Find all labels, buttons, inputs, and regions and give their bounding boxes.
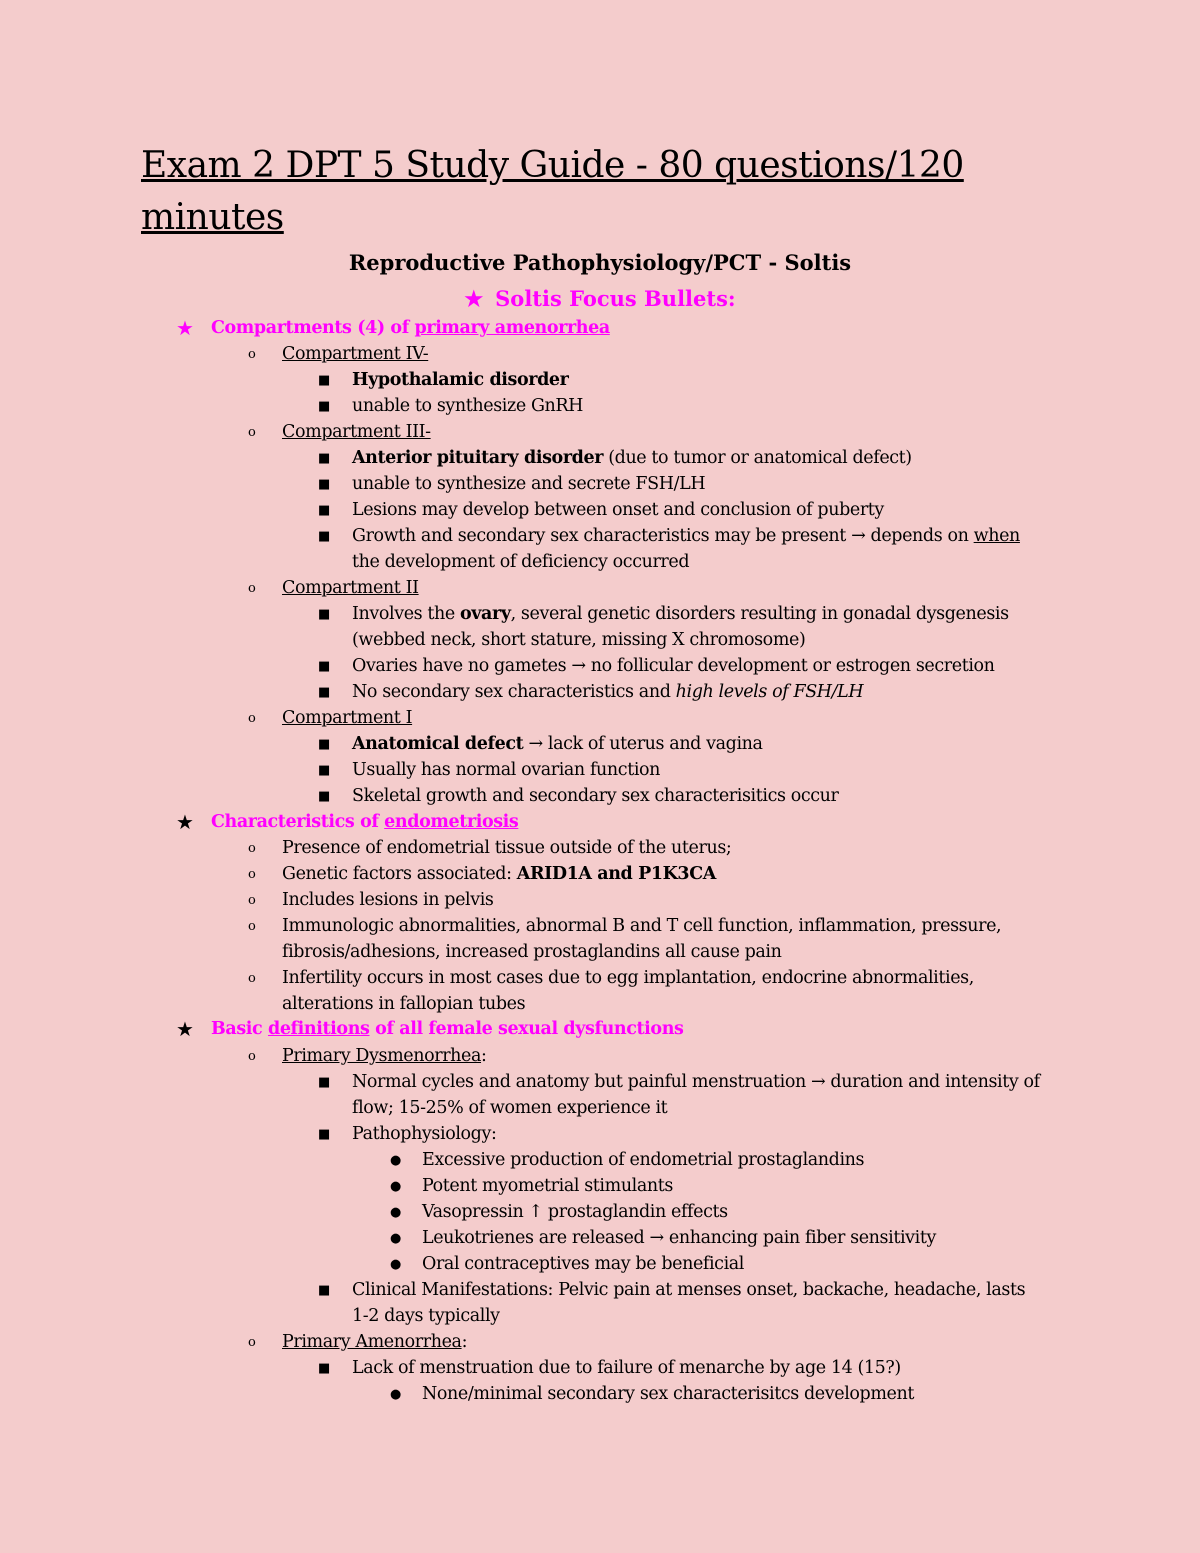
square-bullet-icon: ■ — [318, 373, 331, 388]
text-run: Primary Amenorrhea — [282, 1332, 462, 1352]
list-item: Includes lesions in pelvis — [282, 890, 494, 910]
square-bullet-icon: ■ — [318, 477, 331, 492]
list-item — [352, 523, 1020, 549]
round-bullet-icon: ● — [390, 1179, 402, 1194]
text-run: Genetic factors associated: — [282, 864, 517, 884]
text-run: endometriosis — [384, 812, 519, 832]
square-bullet-icon: ■ — [318, 1075, 331, 1090]
text-run: : — [481, 1046, 487, 1066]
square-bullet-icon: ■ — [318, 763, 331, 778]
list-item: Usually has normal ovarian function — [352, 760, 661, 780]
text-run: → lack of uterus and vagina — [523, 734, 763, 754]
list-item — [352, 731, 763, 757]
list-item: Compartment IV- — [282, 344, 429, 364]
star-icon: ★ — [176, 316, 194, 340]
square-bullet-icon: ■ — [318, 685, 331, 700]
square-bullet-icon: ■ — [318, 1283, 331, 1298]
list-item-continuation: alterations in fallopian tubes — [282, 994, 526, 1014]
list-item: Normal cycles and anatomy but painful menstruation → duration and intensity of — [352, 1072, 1040, 1092]
text-run: Anterior pituitary disorder — [352, 448, 604, 468]
list-item: Skeletal growth and secondary sex characterisitics occur — [352, 786, 839, 806]
text-run: Primary Dysmenorrhea — [282, 1046, 482, 1066]
list-item: Potent myometrial stimulants — [422, 1176, 674, 1196]
circle-bullet-icon: o — [248, 971, 256, 986]
list-item: Compartment II — [282, 578, 419, 598]
list-item: Lesions may develop between onset and conclusion of puberty — [352, 500, 884, 520]
round-bullet-icon: ● — [390, 1257, 402, 1272]
list-item — [352, 445, 912, 471]
list-item: Clinical Manifestations: Pelvic pain at menses onset, backache, headache, lasts — [352, 1280, 1026, 1300]
list-item-continuation: flow; 15-25% of women experience it — [352, 1098, 668, 1118]
list-item: Leukotrienes are released → enhancing pain fiber sensitivity — [422, 1228, 936, 1248]
text-run: of all female sexual dysfunctions — [369, 1019, 684, 1039]
list-item: Oral contraceptives may be beneficial — [422, 1254, 745, 1274]
round-bullet-icon: ● — [390, 1231, 402, 1246]
text-run: Compartments (4) of — [211, 318, 415, 338]
list-item-continuation: fibrosis/adhesions, increased prostaglandins all cause pain — [282, 942, 782, 962]
list-item: Compartment I — [282, 708, 413, 728]
course-subtitle: Reproductive Pathophysiology/PCT - Soltis — [348, 250, 852, 275]
circle-bullet-icon: o — [248, 867, 256, 882]
text-run: , several genetic disorders resulting in gonadal dysgenesis — [510, 604, 1009, 624]
square-bullet-icon: ■ — [318, 1361, 331, 1376]
list-item: unable to synthesize GnRH — [352, 396, 584, 416]
text-run: Anatomical defect — [352, 734, 524, 754]
list-item: Vasopressin ↑ prostaglandin effects — [422, 1202, 728, 1222]
list-item: Pathophysiology: — [352, 1124, 497, 1144]
text-run: Involves the — [352, 604, 461, 624]
list-item — [282, 1329, 467, 1355]
star-icon: ★ — [464, 286, 484, 311]
list-item — [282, 1043, 487, 1069]
square-bullet-icon: ■ — [318, 529, 331, 544]
circle-bullet-icon: o — [248, 347, 256, 362]
star-icon: ★ — [176, 1017, 194, 1041]
circle-bullet-icon: o — [248, 581, 256, 596]
section-heading — [211, 1016, 683, 1042]
list-item: None/minimal secondary sex characterisitcs development — [422, 1384, 914, 1404]
text-run: (due to tumor or anatomical defect) — [603, 448, 912, 468]
text-run: : — [461, 1332, 468, 1352]
text-run: definitions — [267, 1019, 370, 1039]
list-item: Lack of menstruation due to failure of menarche by age 14 (15?) — [352, 1358, 901, 1378]
circle-bullet-icon: o — [248, 1335, 256, 1350]
list-item: Excessive production of endometrial prostaglandins — [422, 1150, 865, 1170]
star-icon: ★ — [176, 810, 194, 834]
text-run: when — [973, 526, 1020, 546]
text-run: primary amenorrhea — [414, 318, 610, 338]
list-item: Hypothalamic disorder — [352, 370, 569, 390]
page-title: Exam 2 DPT 5 Study Guide - 80 questions/120 minutes — [141, 145, 964, 238]
square-bullet-icon: ■ — [318, 789, 331, 804]
list-item: Infertility occurs in most cases due to egg implantation, endocrine abnormalities, — [282, 968, 974, 988]
circle-bullet-icon: o — [248, 919, 256, 934]
focus-header — [0, 284, 1200, 314]
circle-bullet-icon: o — [248, 841, 256, 856]
list-item: Immunologic abnormalities, abnormal B and T cell function, inflammation, pressure, — [282, 916, 1002, 936]
square-bullet-icon: ■ — [318, 737, 331, 752]
list-item — [352, 679, 863, 705]
round-bullet-icon: ● — [390, 1153, 402, 1168]
list-item: Compartment III- — [282, 422, 431, 442]
circle-bullet-icon: o — [248, 711, 256, 726]
list-item — [282, 861, 716, 887]
list-item: Ovaries have no gametes → no follicular development or estrogen secretion — [352, 656, 995, 676]
text-run: Basic — [211, 1019, 268, 1039]
list-item-continuation: 1-2 days typically — [352, 1306, 500, 1326]
section-heading — [211, 315, 610, 341]
circle-bullet-icon: o — [248, 425, 256, 440]
round-bullet-icon: ● — [390, 1387, 402, 1402]
text-run: No secondary sex characteristics and — [352, 682, 676, 702]
list-item-continuation: (webbed neck, short stature, missing X chromosome) — [352, 630, 806, 650]
square-bullet-icon: ■ — [318, 659, 331, 674]
list-item-continuation: the development of deficiency occurred — [352, 552, 690, 572]
square-bullet-icon: ■ — [318, 503, 331, 518]
text-run: ARID1A and P1K3CA — [516, 864, 716, 884]
text-run: Growth and secondary sex characteristics may be present → depends on — [352, 526, 974, 546]
text-run: ovary — [460, 604, 511, 624]
section-heading — [211, 809, 518, 835]
circle-bullet-icon: o — [248, 893, 256, 908]
text-run: Characteristics of — [211, 812, 385, 832]
circle-bullet-icon: o — [248, 1049, 256, 1064]
list-item: Presence of endometrial tissue outside of the uterus; — [282, 838, 732, 858]
list-item — [352, 601, 1009, 627]
text-run: high levels of FSH/LH — [675, 682, 864, 702]
square-bullet-icon: ■ — [318, 451, 331, 466]
focus-header-label: Soltis Focus Bullets: — [495, 286, 736, 311]
list-item: unable to synthesize and secrete FSH/LH — [352, 474, 706, 494]
square-bullet-icon: ■ — [318, 399, 331, 414]
round-bullet-icon: ● — [390, 1205, 402, 1220]
square-bullet-icon: ■ — [318, 607, 331, 622]
square-bullet-icon: ■ — [318, 1127, 331, 1142]
